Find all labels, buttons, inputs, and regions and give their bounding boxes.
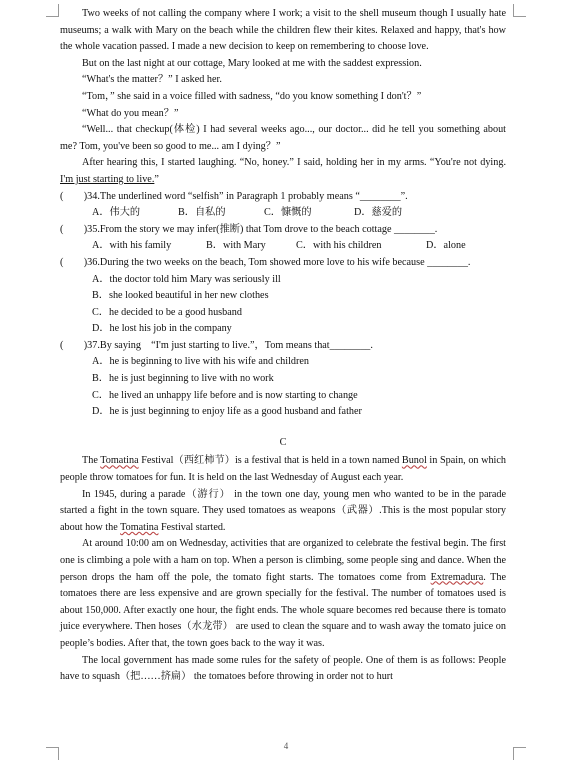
story-paragraph-4: “Tom，” she said in a voice filled with sadness, “do you know something I don't？” bbox=[82, 90, 422, 102]
option-d: D．alone bbox=[426, 240, 466, 252]
story-paragraph-6: “Well... that checkup(体检) I had several weeks ago..., our doctor... did he tell you something about me? Tom, you've been so good to me... am I dying？” bbox=[60, 124, 506, 152]
option-a: A．伟大的 bbox=[92, 207, 141, 219]
story-paragraph-1: Two weeks of not calling the company where I work; a visit to the shell museum though I usually hate museums; a walk with Mary on the beach while the children flew their kites. Relaxed and happy, that's how the whole vacation passed. I made a new decision to keep on remembering to choose love. bbox=[60, 8, 506, 53]
proper-noun: Tomatina bbox=[120, 521, 159, 533]
proper-noun: Bunol bbox=[401, 455, 427, 467]
question-stem: ( )35.From the story we may infer(推断) that Tom drove to the beach cottage ________. bbox=[60, 223, 438, 235]
options-row bbox=[60, 205, 506, 222]
option-b: B．with Mary bbox=[206, 240, 266, 252]
option-c: C．with his children bbox=[296, 240, 382, 252]
option-b: B．自私的 bbox=[178, 207, 226, 219]
question-36 bbox=[60, 255, 506, 338]
option-d: D．he is just beginning to enjoy life as a good husband and father bbox=[92, 406, 362, 418]
document-page bbox=[60, 6, 506, 686]
option-b: B．he is just beginning to live with no work bbox=[92, 373, 274, 385]
option-c: C．he decided to be a good husband bbox=[92, 306, 242, 318]
crop-mark-top-right bbox=[513, 4, 526, 17]
story-paragraph-7: After hearing this, I started laughing. “No, honey.” I said, holding her in my arms. “You're not dying. I'm just starting to live.” bbox=[60, 157, 506, 185]
crop-mark-top-left bbox=[46, 4, 59, 17]
proper-noun: Extremadura bbox=[430, 571, 484, 583]
question-stem: ( )36.During the two weeks on the beach, Tom showed more love to his wife because ________. bbox=[60, 256, 471, 268]
question-stem: ( )37.By saying “I'm just starting to live.”，Tom means that________. bbox=[60, 339, 373, 351]
question-stem: ( )34.The underlined word “selfish” in Paragraph 1 probably means “________”. bbox=[60, 190, 408, 202]
question-37 bbox=[60, 338, 506, 421]
option-c: C．慷慨的 bbox=[264, 207, 312, 219]
passage-c-paragraph-1: The Tomatina Festival（西红柿节）is a festival that is held in a town named Bunol in Spain, on which people throw tomatoes for fun. It is held on the last Wednesday of August each year. bbox=[60, 455, 507, 484]
underlined-quote: I'm just starting to live. bbox=[60, 173, 155, 185]
story-paragraph-5: “What do you mean？” bbox=[82, 107, 179, 119]
passage-c-paragraph-3: At around 10:00 am on Wednesday, activities that are organized to celebrate the festival begin. The first one is climbing a pole with a ham on top. When a person is climbing, some people sing and dance. When the person drops the ham off the pole, the tomato fight starts. The tomatoes come from Extremadura. The tomatoes there are less expensive and are grown specially for the festival. The number of tomatoes used is about 150,000. After exactly one hour, the fight ends. The whole square becomes red because there is tomato juice everywhere. Then hoses（水龙带） are used to clean the square and to wash away the tomato juice on people’s bodies. After that, the town goes back to the way it was. bbox=[60, 538, 507, 649]
options-row bbox=[60, 238, 506, 255]
option-d: D．he lost his job in the company bbox=[92, 323, 232, 335]
option-a: A．he is beginning to live with his wife and children bbox=[92, 356, 310, 368]
proper-noun: Tomatina bbox=[100, 455, 139, 467]
story-paragraph-2: But on the last night at our cottage, Mary looked at me with the saddest expression. bbox=[82, 57, 422, 69]
question-34 bbox=[60, 189, 506, 222]
passage-c-paragraph-4: The local government has made some rules for the safety of people. One of them is as follows: People have to squash（把……挤扁） the tomatoes before throwing in order not to hurt bbox=[60, 654, 506, 683]
question-35 bbox=[60, 222, 506, 255]
page-number: 4 bbox=[283, 741, 289, 751]
option-b: B．she looked beautiful in her new clothes bbox=[92, 290, 269, 302]
option-a: A．the doctor told him Mary was seriously ill bbox=[92, 273, 281, 285]
option-c: C．he lived an unhappy life before and is now starting to change bbox=[92, 389, 358, 401]
section-heading: C bbox=[279, 436, 287, 448]
passage-c-paragraph-2: In 1945, during a parade（游行） in the town one day, young men who wanted to be in the parade started a fight in the town square. They used tomatoes as weapons（武器）.This is the most popular story about how the Tomatina Festival started. bbox=[60, 488, 506, 533]
story-paragraph-3: “What's the matter？” I asked her. bbox=[82, 74, 222, 86]
option-d: D．慈爱的 bbox=[354, 207, 403, 219]
option-a: A．with his family bbox=[92, 240, 172, 252]
